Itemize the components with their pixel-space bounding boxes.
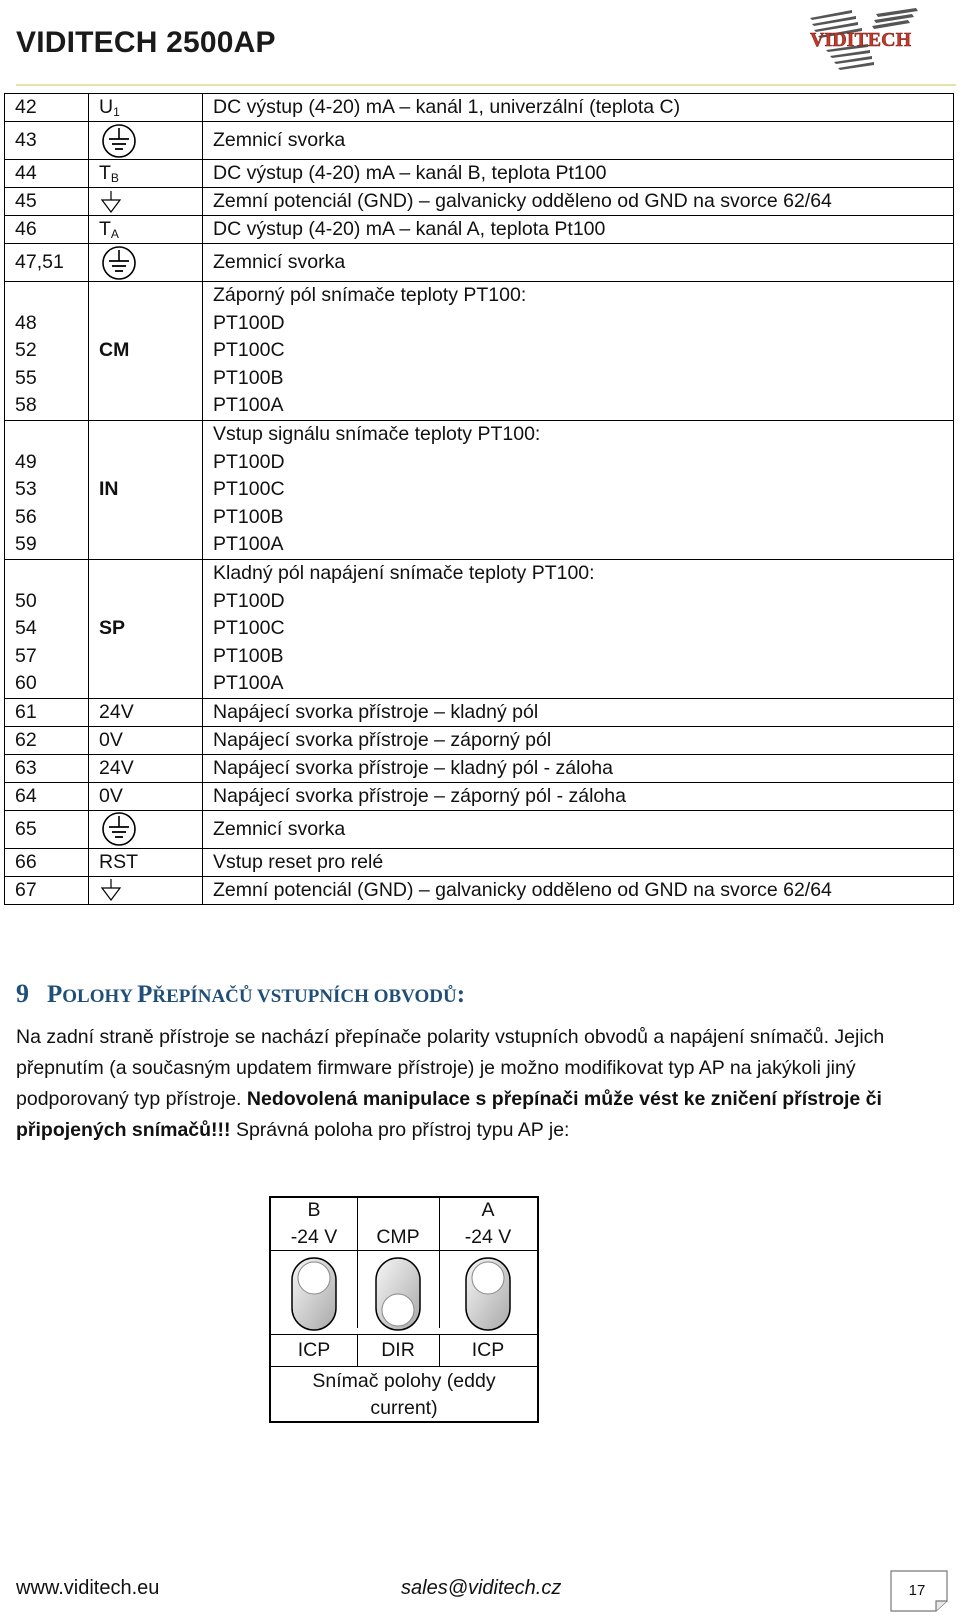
signal-subscript: 1	[113, 104, 120, 119]
terminal-signal	[89, 282, 203, 421]
section-paragraph	[16, 1022, 936, 1146]
table-row	[5, 216, 954, 244]
signal-label: SP	[99, 617, 126, 640]
terminal-description: Napájecí svorka přístroje – kladný pól - záloha	[203, 754, 954, 782]
section-title-part: OLOHY	[62, 986, 138, 1007]
table-row	[5, 188, 954, 216]
terminal-number: 52	[15, 339, 37, 362]
divider	[271, 1334, 537, 1335]
paragraph-text: Na zadní straně přístroje se nachází přepínače polarity vstupních obvodů a napájení snímačů. Jejich přepnutím (a současným updatem firmware přístroje) je možno modifikovat typ AP na jakýkoli jiný podporovaný typ přístroje.	[16, 1026, 885, 1110]
terminal-number: 48	[15, 311, 37, 334]
terminal-signal	[89, 160, 203, 188]
sensor-item: PT100B	[213, 366, 284, 389]
terminal-number: 49	[15, 450, 37, 473]
terminal-number: 46	[5, 216, 89, 244]
sensor-item: PT100B	[213, 644, 284, 667]
terminal-number: 54	[15, 617, 37, 640]
logo-text: VIDITECH	[810, 29, 912, 51]
switch-diagram	[269, 1196, 539, 1423]
switch-label-cmp	[357, 1197, 439, 1251]
signal-subscript: A	[110, 226, 119, 241]
terminal-number: 59	[15, 533, 37, 556]
terminal-number: 42	[5, 94, 89, 122]
table-row	[5, 282, 954, 421]
terminal-signal	[89, 420, 203, 559]
table-row	[5, 782, 954, 810]
terminal-description: Napájecí svorka přístroje – záporný pól	[203, 726, 954, 754]
description-heading: Záporný pól snímače teploty PT100:	[213, 284, 527, 306]
caption-line: Snímač polohy (eddy	[312, 1370, 496, 1392]
signal-ground-icon	[99, 190, 123, 214]
table-row	[5, 420, 954, 559]
table-row	[5, 122, 954, 160]
description-heading: Vstup signálu snímače teploty PT100:	[213, 422, 541, 445]
switch-voltage: -24 V	[464, 1226, 512, 1248]
switch-mode-cmp: DIR	[381, 1339, 415, 1361]
terminal-signal: 0V	[89, 782, 203, 810]
table-row	[5, 754, 954, 782]
terminal-signal	[89, 559, 203, 698]
page-number-box	[890, 1570, 948, 1612]
signal-label: IN	[99, 478, 119, 501]
terminal-number: 67	[5, 876, 89, 904]
table-row	[5, 244, 954, 282]
section-title-part: P	[47, 981, 63, 1008]
terminal-number: 55	[15, 366, 37, 389]
signal-label: CM	[99, 339, 130, 362]
terminal-description: DC výstup (4-20) mA – kanál B, teplota Pt100	[203, 160, 954, 188]
terminal-description: DC výstup (4-20) mA – kanál 1, univerzální (teplota C)	[203, 94, 954, 122]
switch-label-b	[271, 1197, 357, 1251]
website-link[interactable]: www.viditech.eu	[16, 1577, 160, 1599]
signal-base: T	[99, 161, 111, 184]
switch-mode-a: ICP	[471, 1339, 505, 1361]
terminal-description	[203, 420, 954, 559]
terminal-numbers	[5, 420, 89, 559]
section-heading	[16, 979, 465, 1009]
sensor-item: PT100B	[213, 505, 284, 528]
divider	[271, 1366, 537, 1367]
toggle-switch-cmp	[374, 1256, 422, 1332]
terminal-number: 44	[5, 160, 89, 188]
signal-base: T	[99, 217, 111, 240]
signal-subscript: B	[110, 170, 119, 185]
terminal-description: Zemní potenciál (GND) – galvanicky odděleno od GND na svorce 62/64	[203, 876, 954, 904]
terminal-number: 62	[5, 726, 89, 754]
section-title-part: OBVODŮ	[373, 986, 457, 1007]
terminal-description: Zemnicí svorka	[203, 122, 954, 160]
terminal-signal	[89, 122, 203, 160]
header-rule	[16, 84, 956, 86]
signal-ground-icon	[99, 878, 123, 902]
table-row	[5, 160, 954, 188]
terminal-signal	[89, 876, 203, 904]
terminal-number: 43	[5, 122, 89, 160]
terminal-numbers	[5, 559, 89, 698]
terminal-signal: 24V	[89, 698, 203, 726]
table-row	[5, 698, 954, 726]
switch-voltage: -24 V	[290, 1226, 338, 1248]
terminal-number: 47,51	[5, 244, 89, 282]
terminal-description	[203, 559, 954, 698]
terminal-table	[4, 93, 954, 905]
table-row	[5, 848, 954, 876]
switch-name	[357, 1197, 439, 1224]
terminal-signal: 0V	[89, 726, 203, 754]
sensor-item: PT100A	[213, 533, 284, 556]
sensor-item: PT100C	[213, 617, 285, 640]
terminal-number: 56	[15, 505, 37, 528]
terminal-signal	[89, 188, 203, 216]
switch-name: A	[481, 1199, 495, 1221]
table-row	[5, 559, 954, 698]
terminal-number: 50	[15, 589, 37, 612]
switch-mode-b: ICP	[297, 1339, 331, 1361]
terminal-numbers	[5, 282, 89, 421]
terminal-number: 60	[15, 672, 37, 695]
terminal-description: DC výstup (4-20) mA – kanál A, teplota Pt100	[203, 216, 954, 244]
earth-ground-icon	[99, 124, 139, 158]
terminal-signal	[89, 216, 203, 244]
terminal-number: 66	[5, 848, 89, 876]
warning-text: Nedovolená manipulace s přepínači může vést ke zničení přístroje či připojených snímačů!!!	[16, 1088, 882, 1141]
viditech-logo	[806, 4, 924, 76]
terminal-number: 53	[15, 478, 37, 501]
terminal-number: 61	[5, 698, 89, 726]
section-number: 9	[16, 979, 29, 1008]
table-row	[5, 726, 954, 754]
section-title-part: :	[456, 981, 466, 1008]
terminal-signal: RST	[89, 848, 203, 876]
switch-label-a	[439, 1197, 537, 1251]
sensor-item: PT100A	[213, 672, 284, 695]
sensor-item: PT100D	[213, 450, 285, 473]
table-row	[5, 810, 954, 848]
terminal-signal	[89, 94, 203, 122]
terminal-signal: 24V	[89, 754, 203, 782]
terminal-number: 58	[15, 394, 37, 417]
paragraph-text: Správná poloha pro přístroj typu AP je:	[230, 1119, 570, 1141]
terminal-description	[203, 282, 954, 421]
section-title-part: P	[137, 981, 153, 1008]
terminal-description: Zemnicí svorka	[203, 810, 954, 848]
terminal-description: Napájecí svorka přístroje – kladný pól	[203, 698, 954, 726]
table-row	[5, 94, 954, 122]
terminal-number: 57	[15, 644, 37, 667]
terminal-description: Zemní potenciál (GND) – galvanicky odděleno od GND na svorce 62/64	[203, 188, 954, 216]
terminal-signal	[89, 810, 203, 848]
sensor-item: PT100C	[213, 478, 285, 501]
sensor-item: PT100D	[213, 311, 285, 334]
section-title-part: ŘEPÍNAČŮ	[152, 986, 258, 1007]
switch-name: B	[307, 1199, 321, 1221]
signal-base: U	[99, 95, 114, 118]
switch-voltage: CMP	[376, 1226, 420, 1248]
page-number: 17	[908, 1582, 926, 1599]
caption-line: current)	[370, 1397, 438, 1419]
terminal-number: 45	[5, 188, 89, 216]
sensor-item: PT100C	[213, 339, 285, 362]
toggle-switch-a	[464, 1256, 512, 1332]
terminal-number: 63	[5, 754, 89, 782]
switch-caption	[271, 1368, 537, 1422]
email-link[interactable]: sales@viditech.cz	[401, 1577, 562, 1599]
toggle-switch-b	[290, 1256, 338, 1332]
table-row	[5, 876, 954, 904]
description-heading: Kladný pól napájení snímače teploty PT100:	[213, 561, 595, 584]
terminal-description: Napájecí svorka přístroje – záporný pól - záloha	[203, 782, 954, 810]
section-title-part: VSTUPNÍCH	[257, 986, 374, 1007]
sensor-item: PT100A	[213, 394, 284, 417]
terminal-description: Zemnicí svorka	[203, 244, 954, 282]
terminal-signal	[89, 244, 203, 282]
terminal-number: 64	[5, 782, 89, 810]
document-title: VIDITECH 2500AP	[16, 26, 276, 59]
earth-ground-icon	[99, 812, 139, 846]
earth-ground-icon	[99, 246, 139, 280]
sensor-item: PT100D	[213, 589, 285, 612]
terminal-description: Vstup reset pro relé	[203, 848, 954, 876]
terminal-number: 65	[5, 810, 89, 848]
